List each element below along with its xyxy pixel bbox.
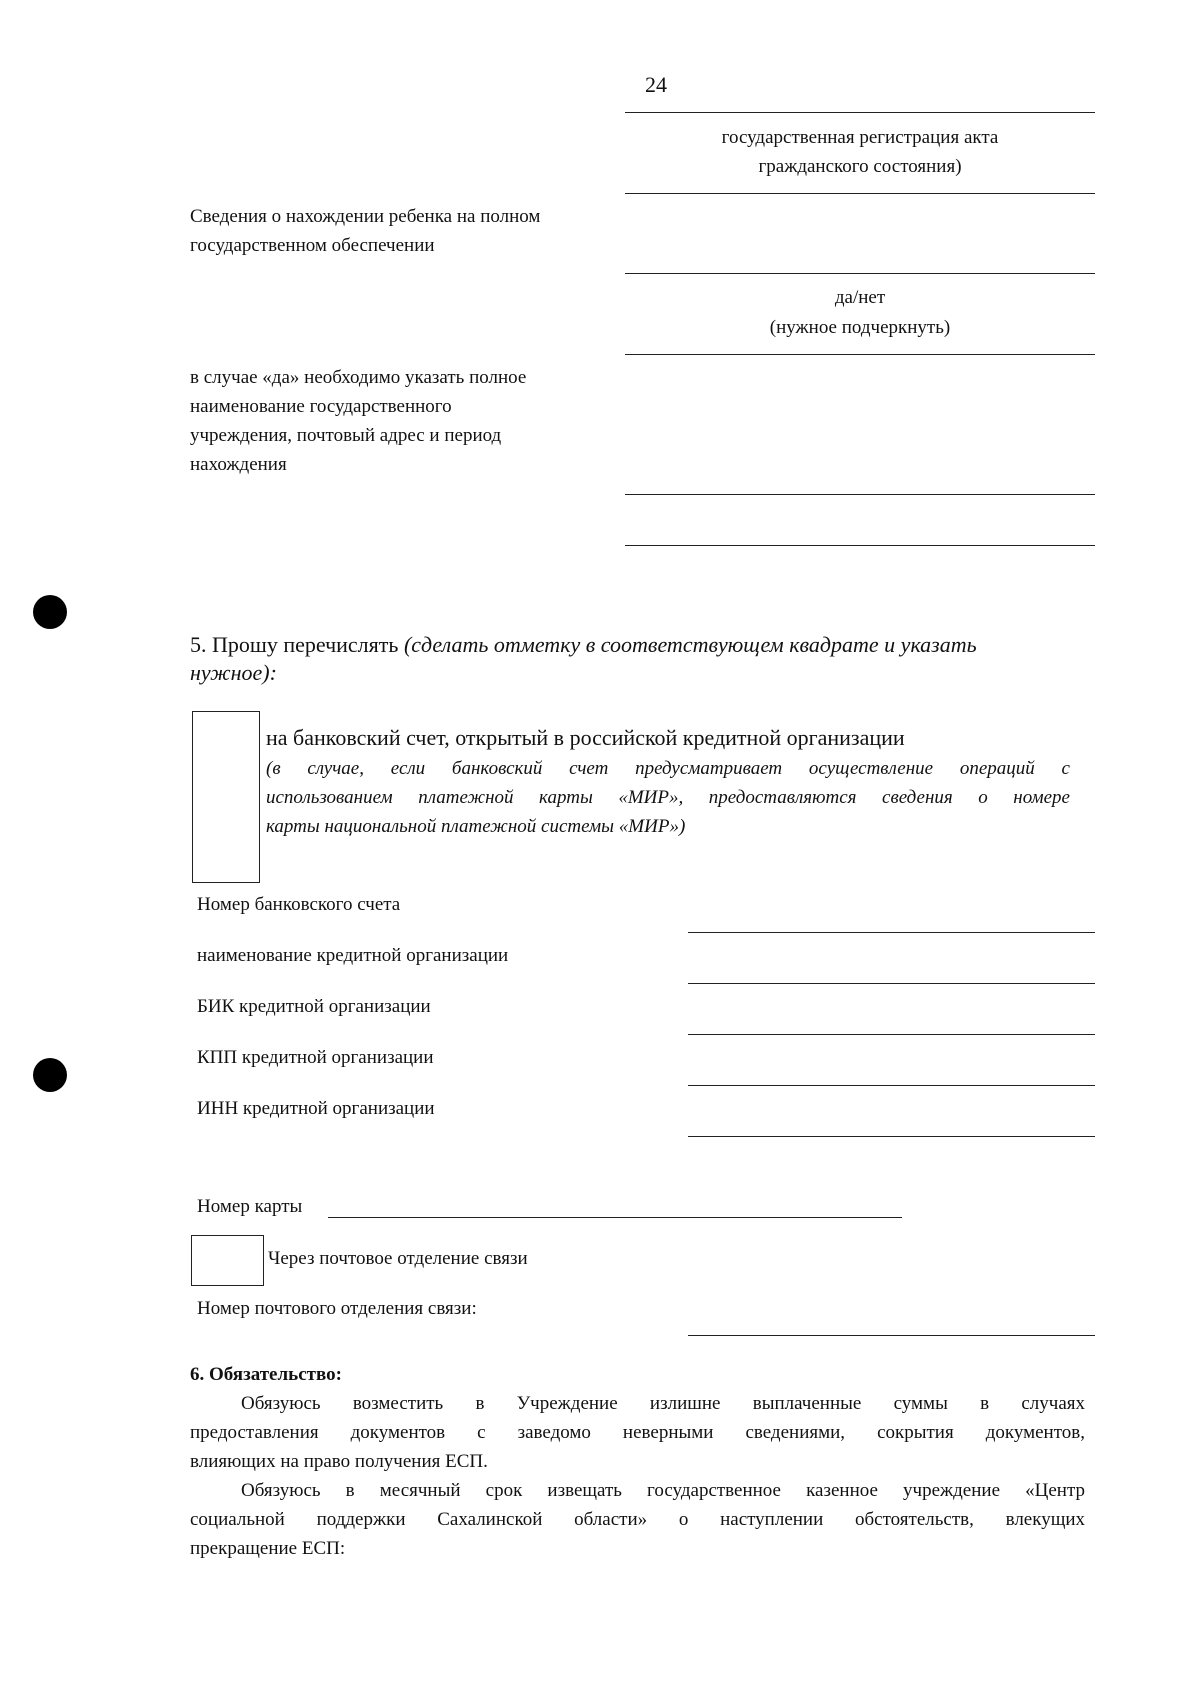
registration-rule <box>625 193 1095 194</box>
post-office-checkbox[interactable] <box>191 1235 264 1286</box>
state-support-label-2: государственном обеспечении <box>190 235 435 256</box>
punch-hole-bottom <box>33 1058 67 1092</box>
inn-label: ИНН кредитной организации <box>197 1098 435 1119</box>
bik-input[interactable] <box>688 1034 1095 1035</box>
section6-heading: 6. Обязательство: <box>190 1364 342 1385</box>
card-number-label: Номер карты <box>197 1196 303 1217</box>
state-support-label-1: Сведения о нахождении ребенка на полном <box>190 206 541 227</box>
bank-account-note-2: использованием платежной карты «МИР», предоставляются сведения о номере <box>266 787 1070 808</box>
state-support-answer-line[interactable] <box>625 273 1095 274</box>
org-name-label: наименование кредитной организации <box>197 945 509 966</box>
account-number-label: Номер банковского счета <box>197 894 401 915</box>
obligation-para1-line1: Обязуюсь возместить в Учреждение излишне выплаченные суммы в случаях <box>241 1393 1085 1414</box>
card-number-input[interactable] <box>328 1217 902 1218</box>
bank-account-note-3: карты национальной платежной системы «МИР») <box>266 816 686 837</box>
post-office-option-title: Через почтовое отделение связи <box>268 1248 528 1269</box>
if-yes-text-4: нахождения <box>190 454 287 475</box>
kpp-label: КПП кредитной организации <box>197 1047 434 1068</box>
section5-heading-text: 5. Прошу перечислять <box>190 632 404 657</box>
obligation-para1-line3: влияющих на право получения ЕСП. <box>190 1451 488 1472</box>
bik-label: БИК кредитной организации <box>197 996 431 1017</box>
account-number-input[interactable] <box>688 932 1095 933</box>
yes-no-option[interactable]: да/нет <box>834 287 886 308</box>
post-office-number-label: Номер почтового отделения связи: <box>197 1298 477 1319</box>
if-yes-text-2: наименование государственного <box>190 396 452 417</box>
section5-heading-instruction: (сделать отметку в соответствующем квадрате и указать <box>403 632 977 657</box>
if-yes-text-1: в случае «да» необходимо указать полное <box>190 367 527 388</box>
section5-heading <box>190 632 1070 658</box>
section5-heading-instruction-2: нужное): <box>190 660 277 685</box>
bank-account-option-title: на банковский счет, открытый в российской кредитной организации <box>266 725 905 750</box>
page-number: 24 <box>645 72 667 97</box>
institution-line-2[interactable] <box>625 545 1095 546</box>
org-name-input[interactable] <box>688 983 1095 984</box>
registration-caption-2: гражданского состояния) <box>758 156 962 177</box>
if-yes-text-3: учреждения, почтовый адрес и период <box>190 425 502 446</box>
post-office-number-input[interactable] <box>688 1335 1095 1336</box>
bank-account-checkbox[interactable] <box>192 711 260 883</box>
obligation-para2-line1: Обязуюсь в месячный срок извещать государственное казенное учреждение «Центр <box>241 1480 1085 1501</box>
punch-hole-top <box>33 595 67 629</box>
institution-line-1[interactable] <box>625 494 1095 495</box>
top-rule <box>625 112 1095 113</box>
obligation-para1-line2: предоставления документов с заведомо неверными сведениями, сокрытия документов, <box>190 1422 1085 1443</box>
obligation-para2-line2: социальной поддержки Сахалинской области» о наступлении обстоятельств, влекущих <box>190 1509 1085 1530</box>
obligation-para2-line3: прекращение ЕСП: <box>190 1538 346 1559</box>
registration-caption-1: государственная регистрация акта <box>721 127 999 148</box>
yes-no-rule <box>625 354 1095 355</box>
underline-hint: (нужное подчеркнуть) <box>769 317 951 338</box>
bank-account-note-1: (в случае, если банковский счет предусматривает осуществление операций с <box>266 758 1070 779</box>
kpp-input[interactable] <box>688 1085 1095 1086</box>
inn-input[interactable] <box>688 1136 1095 1137</box>
